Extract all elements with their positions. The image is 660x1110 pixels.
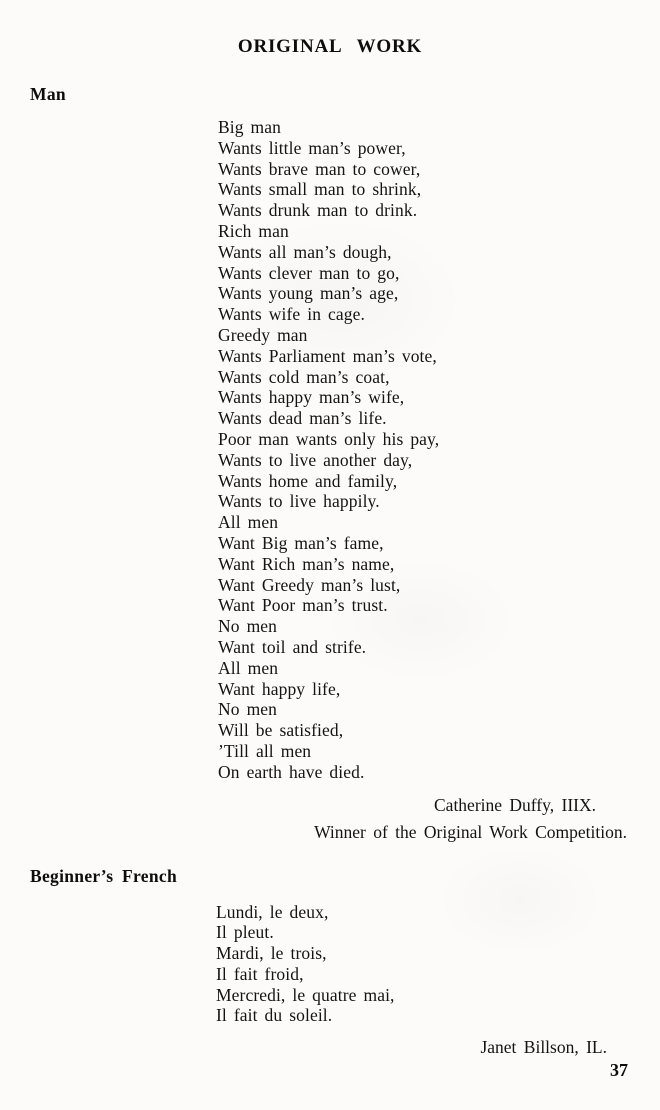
- poem-line: No men: [218, 699, 277, 720]
- poem-line: Want Poor man’s trust.: [218, 595, 388, 616]
- poem-author-french: Janet Billson, IL.: [480, 1037, 607, 1058]
- poem-line: Want Big man’s fame,: [218, 532, 384, 553]
- poem-line: Wants to live another day,: [218, 449, 413, 470]
- poem-line: Will be satisfied,: [218, 720, 344, 741]
- poem-line: Wants small man to shrink,: [218, 179, 422, 200]
- poem-line: Wants drunk man to drink.: [218, 200, 418, 221]
- poem-line: Il fait du soleil.: [216, 1005, 333, 1026]
- poem-author-man: Catherine Duffy, IIIX.: [434, 794, 596, 815]
- poem-line: Wants clever man to go,: [218, 262, 400, 283]
- poem-line: Il pleut.: [216, 922, 274, 943]
- poem-line: Il fait froid,: [216, 963, 304, 984]
- poem-line: Wants Parliament man’s vote,: [218, 345, 437, 366]
- poem-line: Poor man wants only his pay,: [218, 428, 440, 449]
- poem-line: Wants cold man’s coat,: [218, 366, 390, 387]
- poem-line: Want Greedy man’s lust,: [218, 574, 401, 595]
- poem-line: Mercredi, le quatre mai,: [216, 984, 395, 1005]
- section-beginners-french: [0, 867, 660, 1058]
- poem-line: No men: [218, 616, 277, 637]
- poem-line: Wants little man’s power,: [218, 137, 406, 158]
- poem-line: Wants dead man’s life.: [218, 408, 387, 429]
- competition-winner-note: Winner of the Original Work Competition.: [314, 821, 627, 842]
- poem-line: All men: [218, 512, 279, 533]
- poem-line: Big man: [218, 117, 281, 137]
- poem-line: Mardi, le trois,: [216, 943, 327, 964]
- poem-line: Lundi, le deux,: [216, 901, 329, 922]
- poem-line: Wants happy man’s wife,: [218, 387, 405, 408]
- page-number: 37: [610, 1060, 628, 1080]
- poem-french: [216, 902, 660, 1027]
- section-heading-man: Man: [30, 84, 66, 104]
- poem-line: ’Till all men: [218, 740, 312, 761]
- poem-line: Wants to live happily.: [218, 491, 380, 512]
- poem-line: All men: [218, 657, 279, 678]
- poem-line: Greedy man: [218, 324, 308, 345]
- section-man: [0, 85, 660, 842]
- poem-line: Wants home and family,: [218, 470, 398, 491]
- poem-line: Want Rich man’s name,: [218, 553, 395, 574]
- poem-line: Want happy life,: [218, 678, 341, 699]
- poem-line: Wants all man’s dough,: [218, 241, 392, 262]
- section-heading-french: Beginner’s French: [30, 865, 177, 886]
- poem-line: Wants young man’s age,: [218, 283, 399, 304]
- poem-line: Wants wife in cage.: [218, 304, 365, 325]
- poem-line: Want toil and strife.: [218, 636, 367, 657]
- page-title: ORIGINAL WORK: [237, 36, 423, 57]
- poem-line: Rich man: [218, 220, 289, 241]
- poem-line: Wants brave man to cower,: [218, 158, 421, 179]
- poem-line: On earth have died.: [218, 761, 365, 782]
- poem-man: [218, 117, 660, 783]
